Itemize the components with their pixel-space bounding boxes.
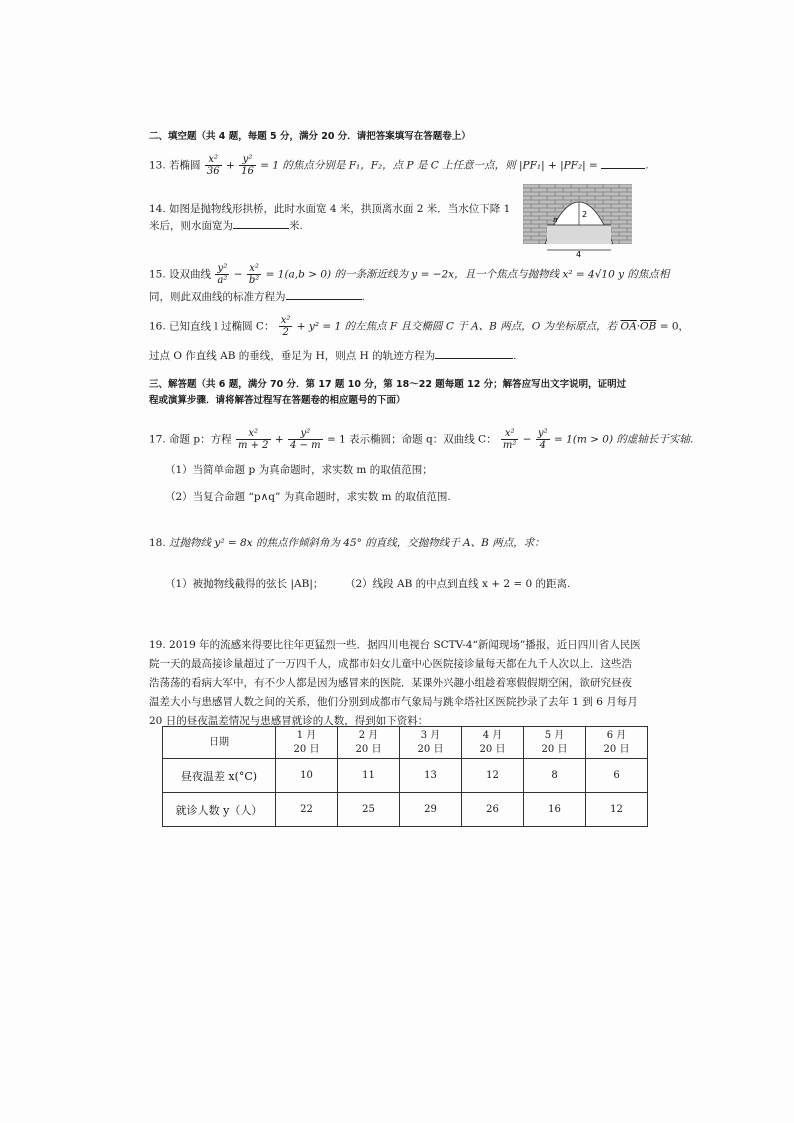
fraction: $\frac{\text{y²}}{\text{a²}}$: [217, 263, 228, 286]
table-cell: 13: [400, 759, 462, 793]
question-19-line-2: 院一天的最高接诊量超过了一万四千人，成都市妇女儿童中心医院接诊量每天都在九千人次以上．这些浩: [149, 658, 632, 670]
question-19-line-1: [149, 639, 641, 652]
section-3-header-line-2: 程或演算步骤．请将解答过程写在答题卷的相应题号的下面）: [149, 395, 406, 406]
vector-oa: $\overline{OA}$: [620, 320, 637, 333]
question-number: 18.: [149, 537, 166, 549]
table-cell: 8: [524, 759, 586, 793]
table-cell: 6: [586, 759, 648, 793]
question-17-sub-1: （1）当简单命题 p 为真命题时，求实数 m 的取值范围；: [165, 464, 433, 476]
dot-operator: ·: [636, 320, 641, 333]
question-19-line-3: 浩荡荡的看病大军中，有不少人都是因为感冒来的医院．某课外兴趣小组趁着寒假假期空闲，欲研究昼夜: [149, 677, 632, 689]
table-cell: 16: [524, 793, 586, 827]
section-2-header: 二、填空题（共 4 题，每题 5 分，满分 20 分．请把答案填写在答题卷上）: [149, 131, 471, 142]
table-row-label: 昼夜温差 x(°C): [163, 759, 276, 793]
question-number: 17.: [149, 433, 166, 446]
table-header-cell: 3 月 20 日: [400, 727, 462, 759]
plus-sign: +: [274, 433, 284, 446]
table-header-cell: 5 月 20 日: [524, 727, 586, 759]
fraction: $\frac{\text{x²}}{2}$: [280, 315, 291, 338]
table-cell: 12: [462, 759, 524, 793]
table-header-cell: 1 月 20 日: [276, 727, 338, 759]
question-13: [149, 154, 649, 177]
table-cell: 29: [400, 793, 462, 827]
table-row-label: 就诊人数 y（人）: [163, 793, 276, 827]
question-15-line-2: [149, 291, 365, 304]
question-17: [149, 428, 693, 451]
answer-blank[interactable]: [601, 168, 645, 169]
unit-text: 米.: [289, 220, 303, 232]
question-18: [149, 537, 545, 550]
table-cell: 10: [276, 759, 338, 793]
question-18-sub-2: （2）线段 AB 的中点到直线 x + 2 = 0 的距离.: [345, 578, 571, 590]
fraction: $\frac{\text{y²}}{16}$: [241, 154, 254, 177]
table-row: [163, 793, 648, 827]
fraction: $\frac{\text{y²}}{4}$: [537, 428, 548, 451]
question-14-line-2: [149, 220, 303, 233]
width-label: 4: [576, 250, 582, 259]
question-text: 2019 年的流感来得要比往年更猛烈一些．据四川电视台 SCTV-4“新闻现场”播报，近日四川省人民医: [169, 639, 641, 651]
height-label: 2: [582, 210, 588, 219]
question-text: 已知直线 l 过椭圆 C：: [169, 320, 275, 333]
water-label: π: [553, 216, 558, 224]
question-number: 13.: [149, 159, 166, 172]
question-text: 设双曲线: [169, 268, 212, 281]
question-text: = 1 表示椭圆；命题 q：双曲线 C：: [326, 433, 497, 446]
question-text: = 0，: [659, 320, 690, 333]
question-text: 同，则此双曲线的标准方程为: [149, 291, 286, 303]
table-header-cell: 6 月 20 日: [586, 727, 648, 759]
question-number: 16.: [149, 320, 166, 333]
fraction: $\frac{\text{x²}}{\text{m²}}$: [502, 428, 517, 451]
question-text: 米后，则水面宽为: [149, 220, 233, 232]
arch-bridge-figure: [523, 184, 632, 259]
table-header-cell: 4 月 20 日: [462, 727, 524, 759]
question-text: = 1(a,b > 0) 的一条渐近线为 y = −2x，且一个焦点与抛物线 x² = 4√10 y 的焦点相: [265, 268, 670, 281]
period: .: [361, 291, 365, 303]
answer-blank[interactable]: [233, 228, 289, 229]
question-number: 14.: [149, 203, 166, 215]
fraction: $\frac{\text{x²}}{\text{b²}}$: [248, 263, 260, 286]
question-number: 19.: [149, 639, 166, 651]
table-cell: 25: [338, 793, 400, 827]
question-text: + y² = 1 的左焦点 F 且交椭圆 C 于 A、B 两点，O 为坐标原点，若: [296, 320, 618, 333]
answer-blank[interactable]: [286, 299, 362, 300]
question-text: 若椭圆: [169, 159, 201, 172]
table-cell: 22: [276, 793, 338, 827]
table-header-cell: 2 月 20 日: [338, 727, 400, 759]
question-text: 过点 O 作直线 AB 的垂线，垂足为 H，则点 H 的轨迹方程为: [149, 350, 436, 362]
question-14-line-1: [149, 203, 510, 216]
table-header-row: [163, 727, 648, 759]
question-text: = 1 的焦点分别是 F₁，F₂，点 P 是 C 上任意一点，则 |PF₁| + |PF₂| =: [260, 159, 598, 172]
plus-sign: +: [225, 159, 235, 172]
fraction: $\frac{\text{x²}}{36}$: [206, 154, 220, 177]
question-16-line-2: [149, 350, 516, 363]
question-text: 命题 p：方程: [169, 433, 232, 446]
question-19-line-4: 温差大小与患感冒人数之间的关系，他们分别到成都市气象局与跳伞塔社区医院抄录了去年 1 到 6 月每月: [149, 696, 638, 708]
question-18-sub-1: （1）被抛物线截得的弦长 |AB|；: [165, 578, 324, 590]
minus-sign: −: [233, 268, 243, 281]
vector-ob: $\overline{OB}$: [640, 320, 657, 333]
period: .: [513, 350, 517, 362]
table-cell: 11: [338, 759, 400, 793]
table-row: [163, 759, 648, 793]
answer-blank[interactable]: [435, 358, 513, 359]
question-17-sub-2: （2）当复合命题 “p∧q” 为真命题时，求实数 m 的取值范围.: [165, 491, 451, 503]
question-19-line-5: 20 日的昼夜温差情况与患感冒就诊的人数，得到如下资料：: [149, 715, 429, 727]
fraction: $\frac{\text{x²}}{m + 2}$: [237, 428, 269, 451]
section-3-header-line-1: 三、解答题（共 6 题，满分 70 分．第 17 题 10 分，第 18～22 题每题 12 分；解答应写出文字说明，证明过: [149, 379, 627, 390]
minus-sign: −: [522, 433, 532, 446]
question-text: 如图是抛物线形拱桥，此时水面宽 4 米，拱顶离水面 2 米．当水位下降 1: [169, 203, 511, 215]
question-15-line-1: [149, 263, 669, 286]
question-text: = 1(m > 0) 的虚轴长于实轴.: [553, 433, 694, 446]
question-text: 过抛物线 y² = 8x 的焦点作倾斜角为 45° 的直线，交抛物线于 A、B 两点，求：: [169, 537, 545, 549]
fraction: $\frac{\text{y²}}{4 - m}$: [290, 428, 321, 451]
water-area: [547, 225, 611, 244]
table-cell: 12: [586, 793, 648, 827]
question-16-line-1: [149, 315, 689, 338]
table-cell: 26: [462, 793, 524, 827]
question-number: 15.: [149, 268, 166, 281]
table-header-label: 日期: [163, 727, 276, 759]
period: .: [645, 159, 649, 172]
temperature-patients-table: [162, 726, 648, 827]
